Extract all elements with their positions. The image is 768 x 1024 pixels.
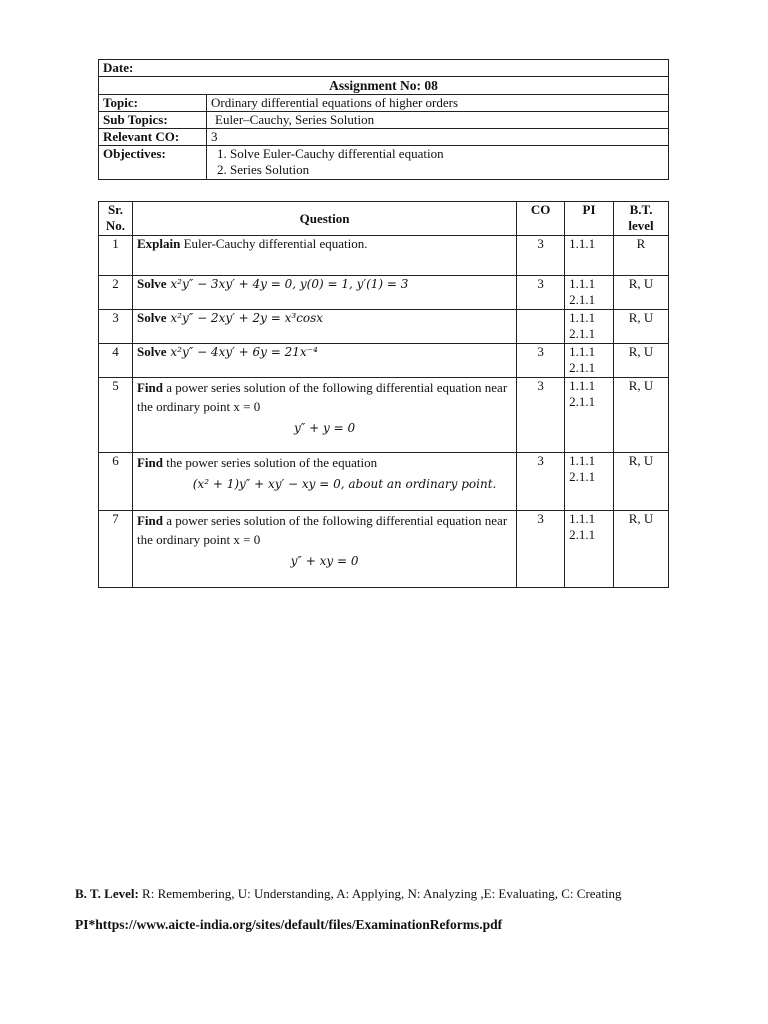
subtopics-label: Sub Topics: bbox=[99, 112, 207, 129]
question-text: Euler-Cauchy differential equation. bbox=[180, 236, 368, 251]
row-sr-no: 2 bbox=[99, 276, 133, 310]
question-text: a power series solution of the following differential equation near the ordinary point x = 0 bbox=[136, 513, 508, 547]
row-co: 3 bbox=[517, 276, 565, 310]
assignment-title: Assignment No: 08 bbox=[99, 77, 669, 95]
row-co: 3 bbox=[517, 344, 565, 378]
row-sr-no: 1 bbox=[99, 236, 133, 276]
row-question bbox=[132, 276, 516, 310]
question-verb: Solve bbox=[136, 276, 167, 291]
questions-table bbox=[98, 201, 669, 588]
question-verb: Find bbox=[136, 455, 163, 470]
row-sr-no: 5 bbox=[99, 378, 133, 453]
question-text: the power series solution of the equation bbox=[162, 455, 378, 470]
row-sr-no: 3 bbox=[99, 310, 133, 344]
bt-level-legend bbox=[75, 886, 622, 902]
pi-value: 1.1.1 bbox=[569, 378, 596, 393]
question-equation: x²y″ − 3xy′ + 4y = 0, y(0) = 1, y′(1) = 3 bbox=[166, 277, 409, 291]
objective-item: 1. Solve Euler-Cauchy differential equation bbox=[217, 146, 444, 161]
row-bt-level: R, U bbox=[614, 378, 669, 453]
topic-label: Topic: bbox=[99, 95, 207, 112]
header-bt-level: B.T. level bbox=[614, 202, 669, 236]
row-pi bbox=[565, 511, 614, 588]
question-equation: x²y″ − 4xy′ + 6y = 21x⁻⁴ bbox=[166, 345, 318, 359]
header-pi: PI bbox=[565, 202, 614, 236]
table-row bbox=[99, 378, 669, 453]
pi-value: 1.1.1 bbox=[569, 511, 596, 526]
row-question bbox=[132, 511, 516, 588]
table-row bbox=[99, 453, 669, 511]
row-co: 3 bbox=[517, 453, 565, 511]
row-bt-level: R, U bbox=[614, 453, 669, 511]
table-row bbox=[99, 276, 669, 310]
table-row bbox=[99, 344, 669, 378]
row-pi bbox=[565, 310, 614, 344]
row-pi bbox=[565, 344, 614, 378]
relevant-co-value: 3 bbox=[207, 129, 669, 146]
pi-value: 2.1.1 bbox=[569, 527, 596, 542]
row-pi bbox=[565, 378, 614, 453]
row-question bbox=[132, 344, 516, 378]
row-pi bbox=[565, 453, 614, 511]
pi-reference: PI*https://www.aicte-india.org/sites/default/files/ExaminationReforms.pdf bbox=[75, 917, 503, 932]
question-text: a power series solution of the following differential equation near the ordinary point x = 0 bbox=[136, 380, 508, 414]
row-sr-no: 6 bbox=[99, 453, 133, 511]
row-question bbox=[132, 310, 516, 344]
row-bt-level: R bbox=[614, 236, 669, 276]
row-sr-no: 7 bbox=[99, 511, 133, 588]
question-equation: x²y″ − 2xy′ + 2y = x³cosx bbox=[166, 311, 324, 325]
row-question bbox=[132, 236, 516, 276]
topic-value: Ordinary differential equations of higher orders bbox=[207, 95, 669, 112]
pi-value: 2.1.1 bbox=[569, 326, 596, 341]
row-co bbox=[517, 310, 565, 344]
objectives-label: Objectives: bbox=[99, 146, 207, 180]
question-equation: (x² + 1)y″ + xy′ − xy = 0, about an ordinary point. bbox=[192, 477, 497, 491]
question-verb: Find bbox=[136, 513, 163, 528]
row-bt-level: R, U bbox=[614, 511, 669, 588]
row-co: 3 bbox=[517, 511, 565, 588]
row-pi bbox=[565, 276, 614, 310]
row-question bbox=[132, 378, 516, 453]
pi-value: 1.1.1 bbox=[569, 310, 596, 325]
pi-value: 2.1.1 bbox=[569, 469, 596, 484]
bt-level-label: B. T. Level: bbox=[75, 886, 139, 901]
relevant-co-label: Relevant CO: bbox=[99, 129, 207, 146]
row-bt-level: R, U bbox=[614, 344, 669, 378]
row-co: 3 bbox=[517, 236, 565, 276]
row-co: 3 bbox=[517, 378, 565, 453]
header-question: Question bbox=[132, 202, 516, 236]
header-co: CO bbox=[517, 202, 565, 236]
question-equation: y″ + y = 0 bbox=[294, 421, 356, 435]
table-row bbox=[99, 511, 669, 588]
pi-value: 1.1.1 bbox=[569, 344, 596, 359]
header-sr-no: Sr. No. bbox=[99, 202, 133, 236]
assignment-header-table bbox=[98, 59, 669, 180]
bt-level-text: R: Remembering, U: Understanding, A: Applying, N: Analyzing ,E: Evaluating, C: Creating bbox=[138, 886, 622, 901]
question-equation: y″ + xy = 0 bbox=[290, 554, 359, 568]
pi-value: 2.1.1 bbox=[569, 360, 596, 375]
row-bt-level: R, U bbox=[614, 310, 669, 344]
objective-item: 2. Series Solution bbox=[217, 162, 310, 177]
question-verb: Find bbox=[136, 380, 163, 395]
table-row bbox=[99, 310, 669, 344]
pi-value: 2.1.1 bbox=[569, 394, 596, 409]
row-sr-no: 4 bbox=[99, 344, 133, 378]
objectives-list bbox=[207, 146, 669, 180]
pi-value: 2.1.1 bbox=[569, 292, 596, 307]
date-label: Date: bbox=[99, 60, 669, 77]
row-question bbox=[132, 453, 516, 511]
subtopics-value: Euler–Cauchy, Series Solution bbox=[207, 112, 669, 129]
pi-value: 1.1.1 bbox=[569, 276, 596, 291]
question-verb: Solve bbox=[136, 344, 167, 359]
question-verb: Solve bbox=[136, 310, 167, 325]
row-bt-level: R, U bbox=[614, 276, 669, 310]
table-row bbox=[99, 236, 669, 276]
row-pi bbox=[565, 236, 614, 276]
pi-value: 1.1.1 bbox=[569, 453, 596, 468]
pi-value: 1.1.1 bbox=[569, 236, 596, 251]
question-verb: Explain bbox=[136, 236, 181, 251]
